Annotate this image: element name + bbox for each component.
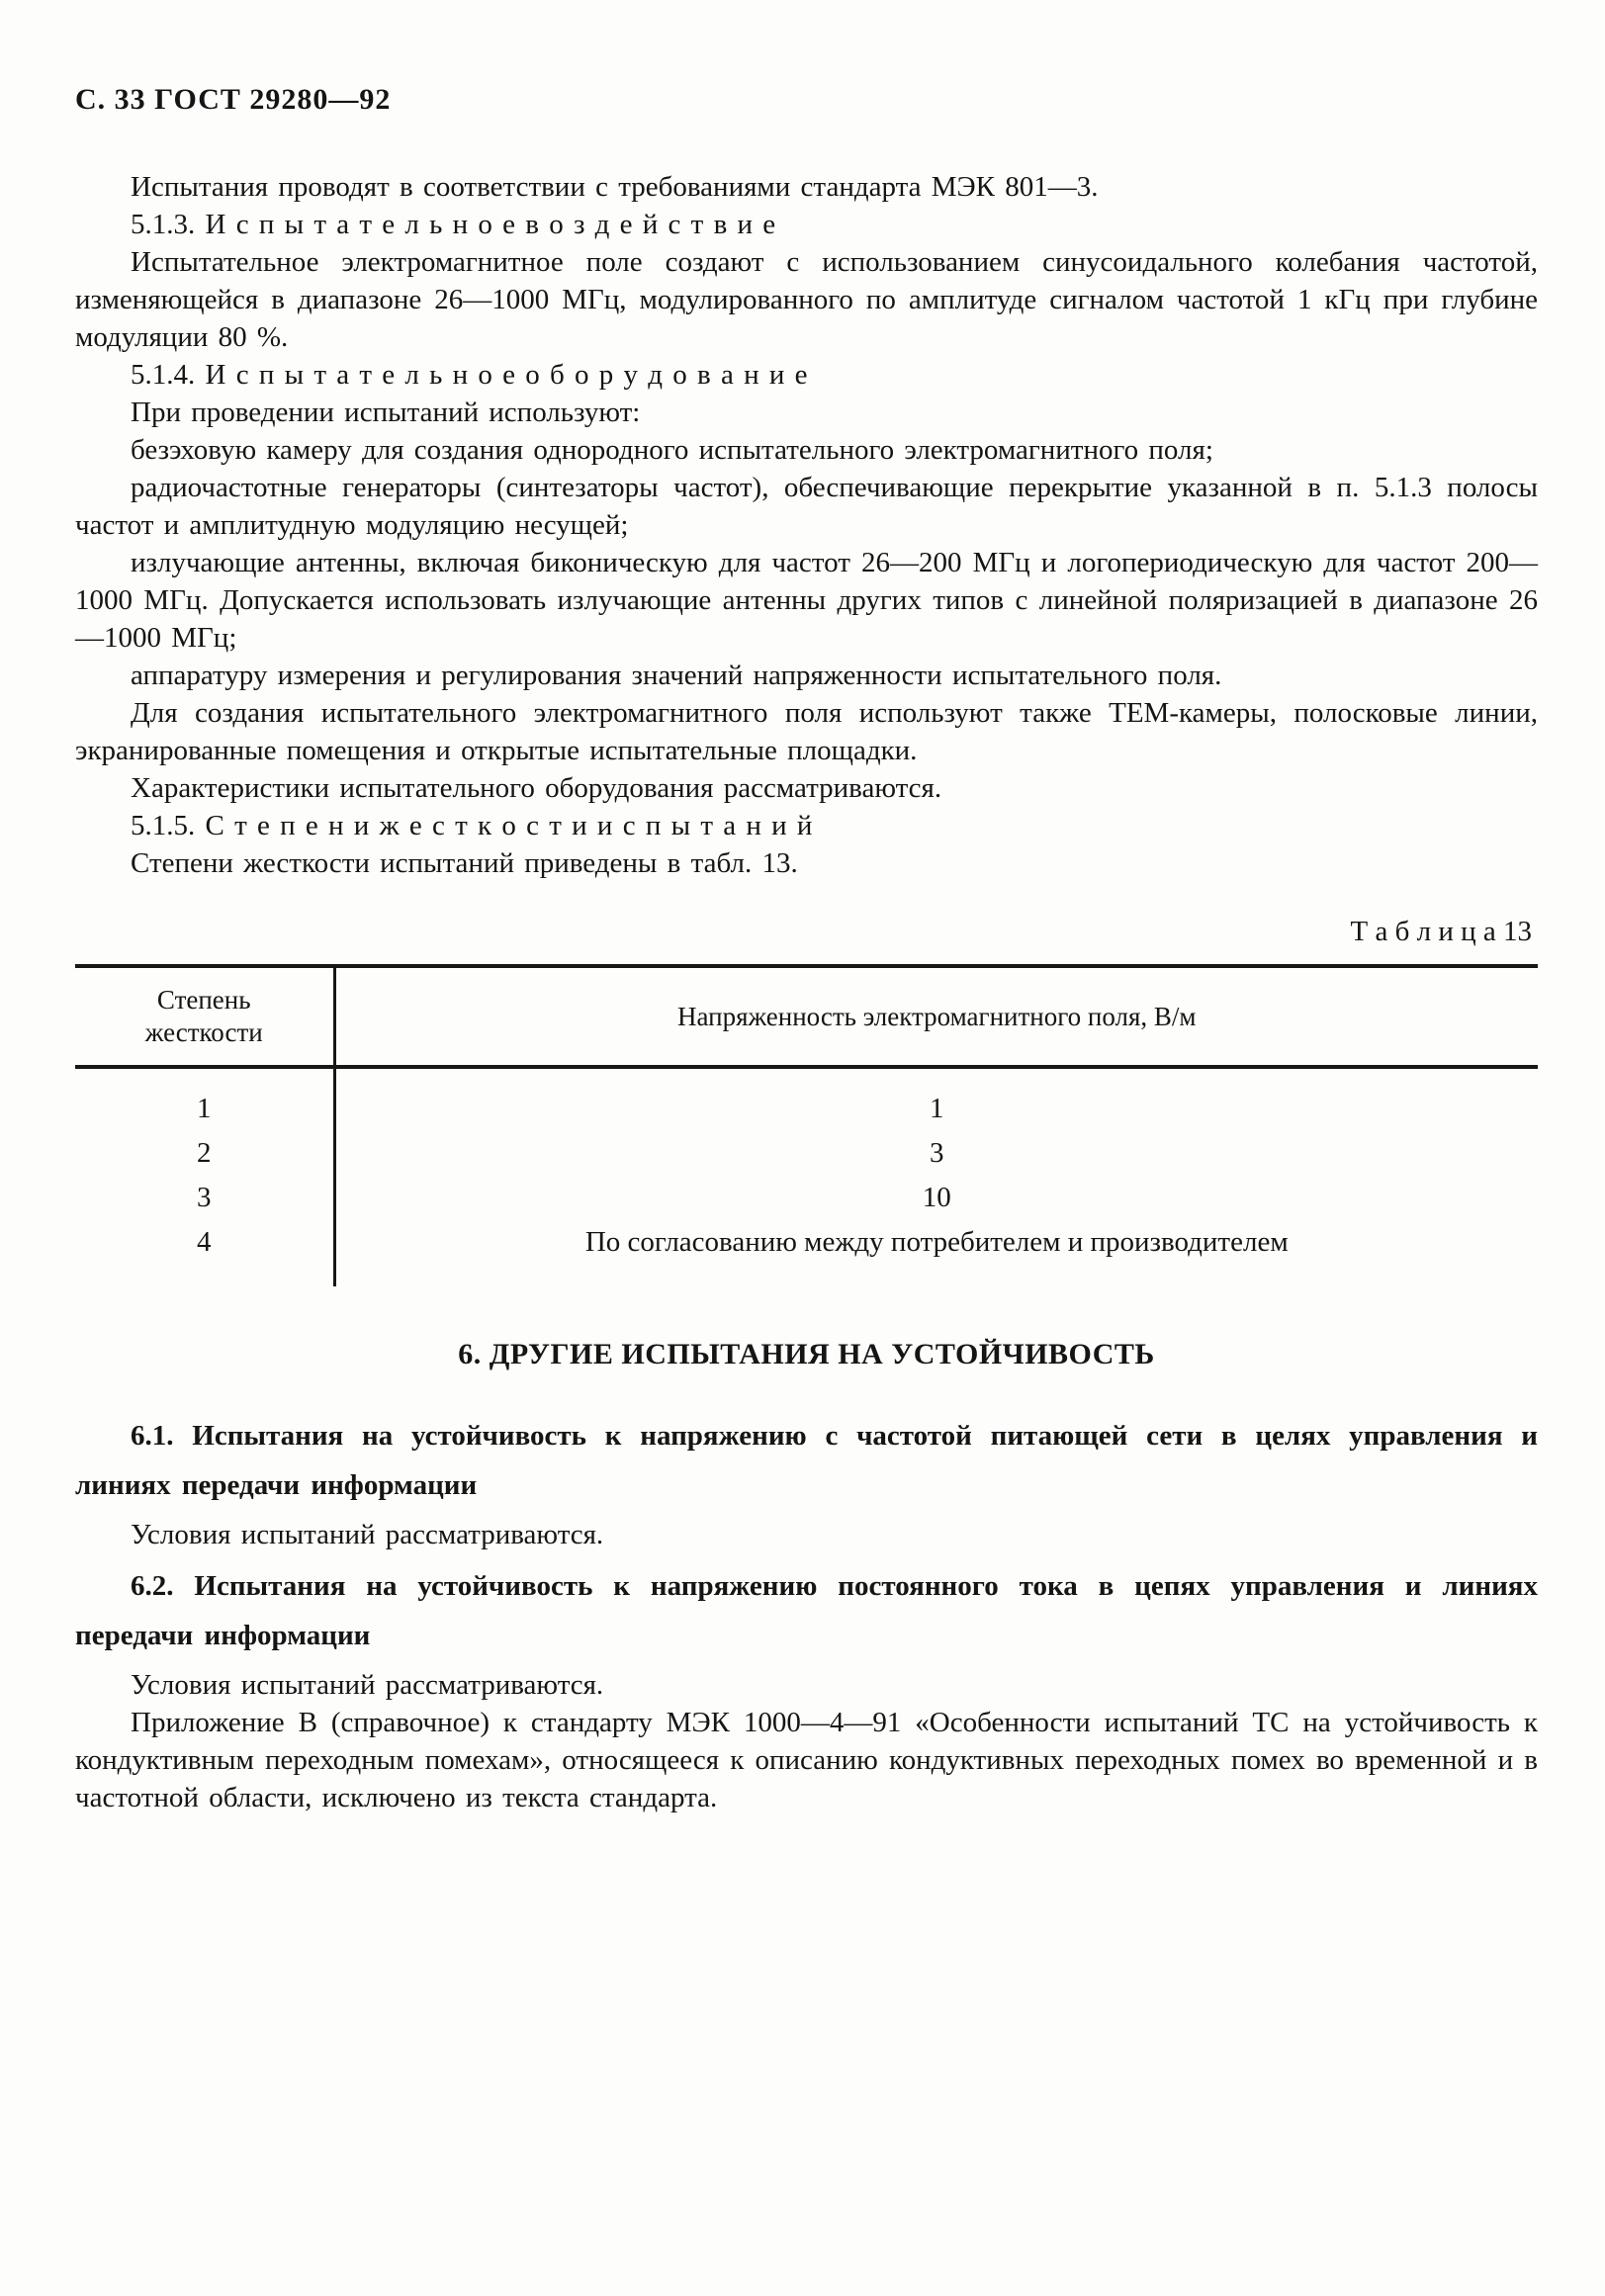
table-cell-value: 3 <box>930 1137 944 1169</box>
table-row <box>75 1067 1538 1131</box>
table-cell-severity: 4 <box>75 1220 334 1286</box>
table-caption: Т а б л и ц а 13 <box>1350 916 1532 947</box>
paragraph: Для создания испытательного электромагнитного поля используют также ТЕМ-камеры, полосковые линии, экранированные помещения и открытые испытательные площадки. <box>75 697 1538 766</box>
table-header-field-strength: Напряженность электромагнитного поля, В/м <box>334 966 1538 1067</box>
subsection-heading-6-1: 6.1. Испытания на устойчивость к напряжению с частотой питающей сети в целях управления и линиях передачи информации <box>75 1420 1538 1501</box>
section-6-body <box>75 1411 1538 1816</box>
paragraph: Условия испытаний рассматриваются. <box>131 1669 604 1701</box>
paragraph: радиочастотные генераторы (синтезаторы частот), обеспечивающие перекрытие указанной в п. 5.1.3 полосы частот и амплитудную модуляцию несущей; <box>75 472 1538 541</box>
table-cell-severity: 2 <box>75 1131 334 1176</box>
table-cell-severity: 3 <box>75 1176 334 1220</box>
table-header-row <box>75 966 1538 1067</box>
severity-table <box>75 964 1538 1286</box>
paragraph: Условия испытаний рассматриваются. <box>131 1519 604 1550</box>
paragraph: излучающие антенны, включая биконическую для частот 26—200 МГц и логопериодическую для частот 200—1000 МГц. Допускается использовать излучающие антенны других типов с линейной поляризацией в диапазоне 26—1000 МГц; <box>75 547 1538 654</box>
clause-heading-5-1-4: 5.1.4. И с п ы т а т е л ь н о е о б о р у д о в а н и е <box>131 359 808 391</box>
severity-table-head <box>75 966 1538 1067</box>
table-cell-value: 10 <box>922 1182 951 1213</box>
paragraph: безэховую камеру для создания однородного испытательного электромагнитного поля; <box>131 434 1213 466</box>
table-row <box>75 1131 1538 1176</box>
paragraph: Испытательное электромагнитное поле создают с использованием синусоидального колебания частотой, изменяющейся в диапазоне 26—1000 МГц, модулированного по амплитуде сигналом частотой 1 кГц при глубине модуляции 80 %. <box>75 246 1538 353</box>
table-row <box>75 1220 1538 1286</box>
paragraph: аппаратуру измерения и регулирования значений напряженности испытательного поля. <box>131 660 1222 691</box>
body-text-block <box>75 168 1538 882</box>
severity-table-body <box>75 1067 1538 1286</box>
page-header: С. 33 ГОСТ 29280—92 <box>75 83 392 116</box>
clause-heading-5-1-5: 5.1.5. С т е п е н и ж е с т к о с т и и с п ы т а н и й <box>131 810 813 841</box>
section-6-title: 6. ДРУГИЕ ИСПЫТАНИЯ НА УСТОЙЧИВОСТЬ <box>458 1338 1155 1370</box>
paragraph: Приложение В (справочное) к стандарту МЭК 1000—4—91 «Особенности испытаний ТС на устойчивость к кондуктивным переходным помехам», относящееся к описанию кондуктивных переходных помех во временной и в частотной области, исключено из текста стандарта. <box>75 1707 1538 1813</box>
table-cell-severity: 1 <box>75 1067 334 1131</box>
paragraph: Степени жесткости испытаний приведены в табл. 13. <box>131 847 798 879</box>
subsection-heading-6-2: 6.2. Испытания на устойчивость к напряжению постоянного тока в цепях управления и линиях передачи информации <box>75 1570 1538 1651</box>
table-header-severity: Степень жесткости <box>75 966 334 1067</box>
paragraph: Характеристики испытательного оборудования рассматриваются. <box>131 772 942 804</box>
clause-heading-5-1-3: 5.1.3. И с п ы т а т е л ь н о е в о з д е й с т в и е <box>131 209 776 240</box>
paragraph: Испытания проводят в соответствии с требованиями стандарта МЭК 801—3. <box>131 171 1099 203</box>
table-row <box>75 1176 1538 1220</box>
table-cell-value: По согласованию между потребителем и производителем <box>584 1226 1289 1258</box>
table-cell-value: 1 <box>930 1093 944 1124</box>
paragraph: При проведении испытаний используют: <box>131 397 641 428</box>
